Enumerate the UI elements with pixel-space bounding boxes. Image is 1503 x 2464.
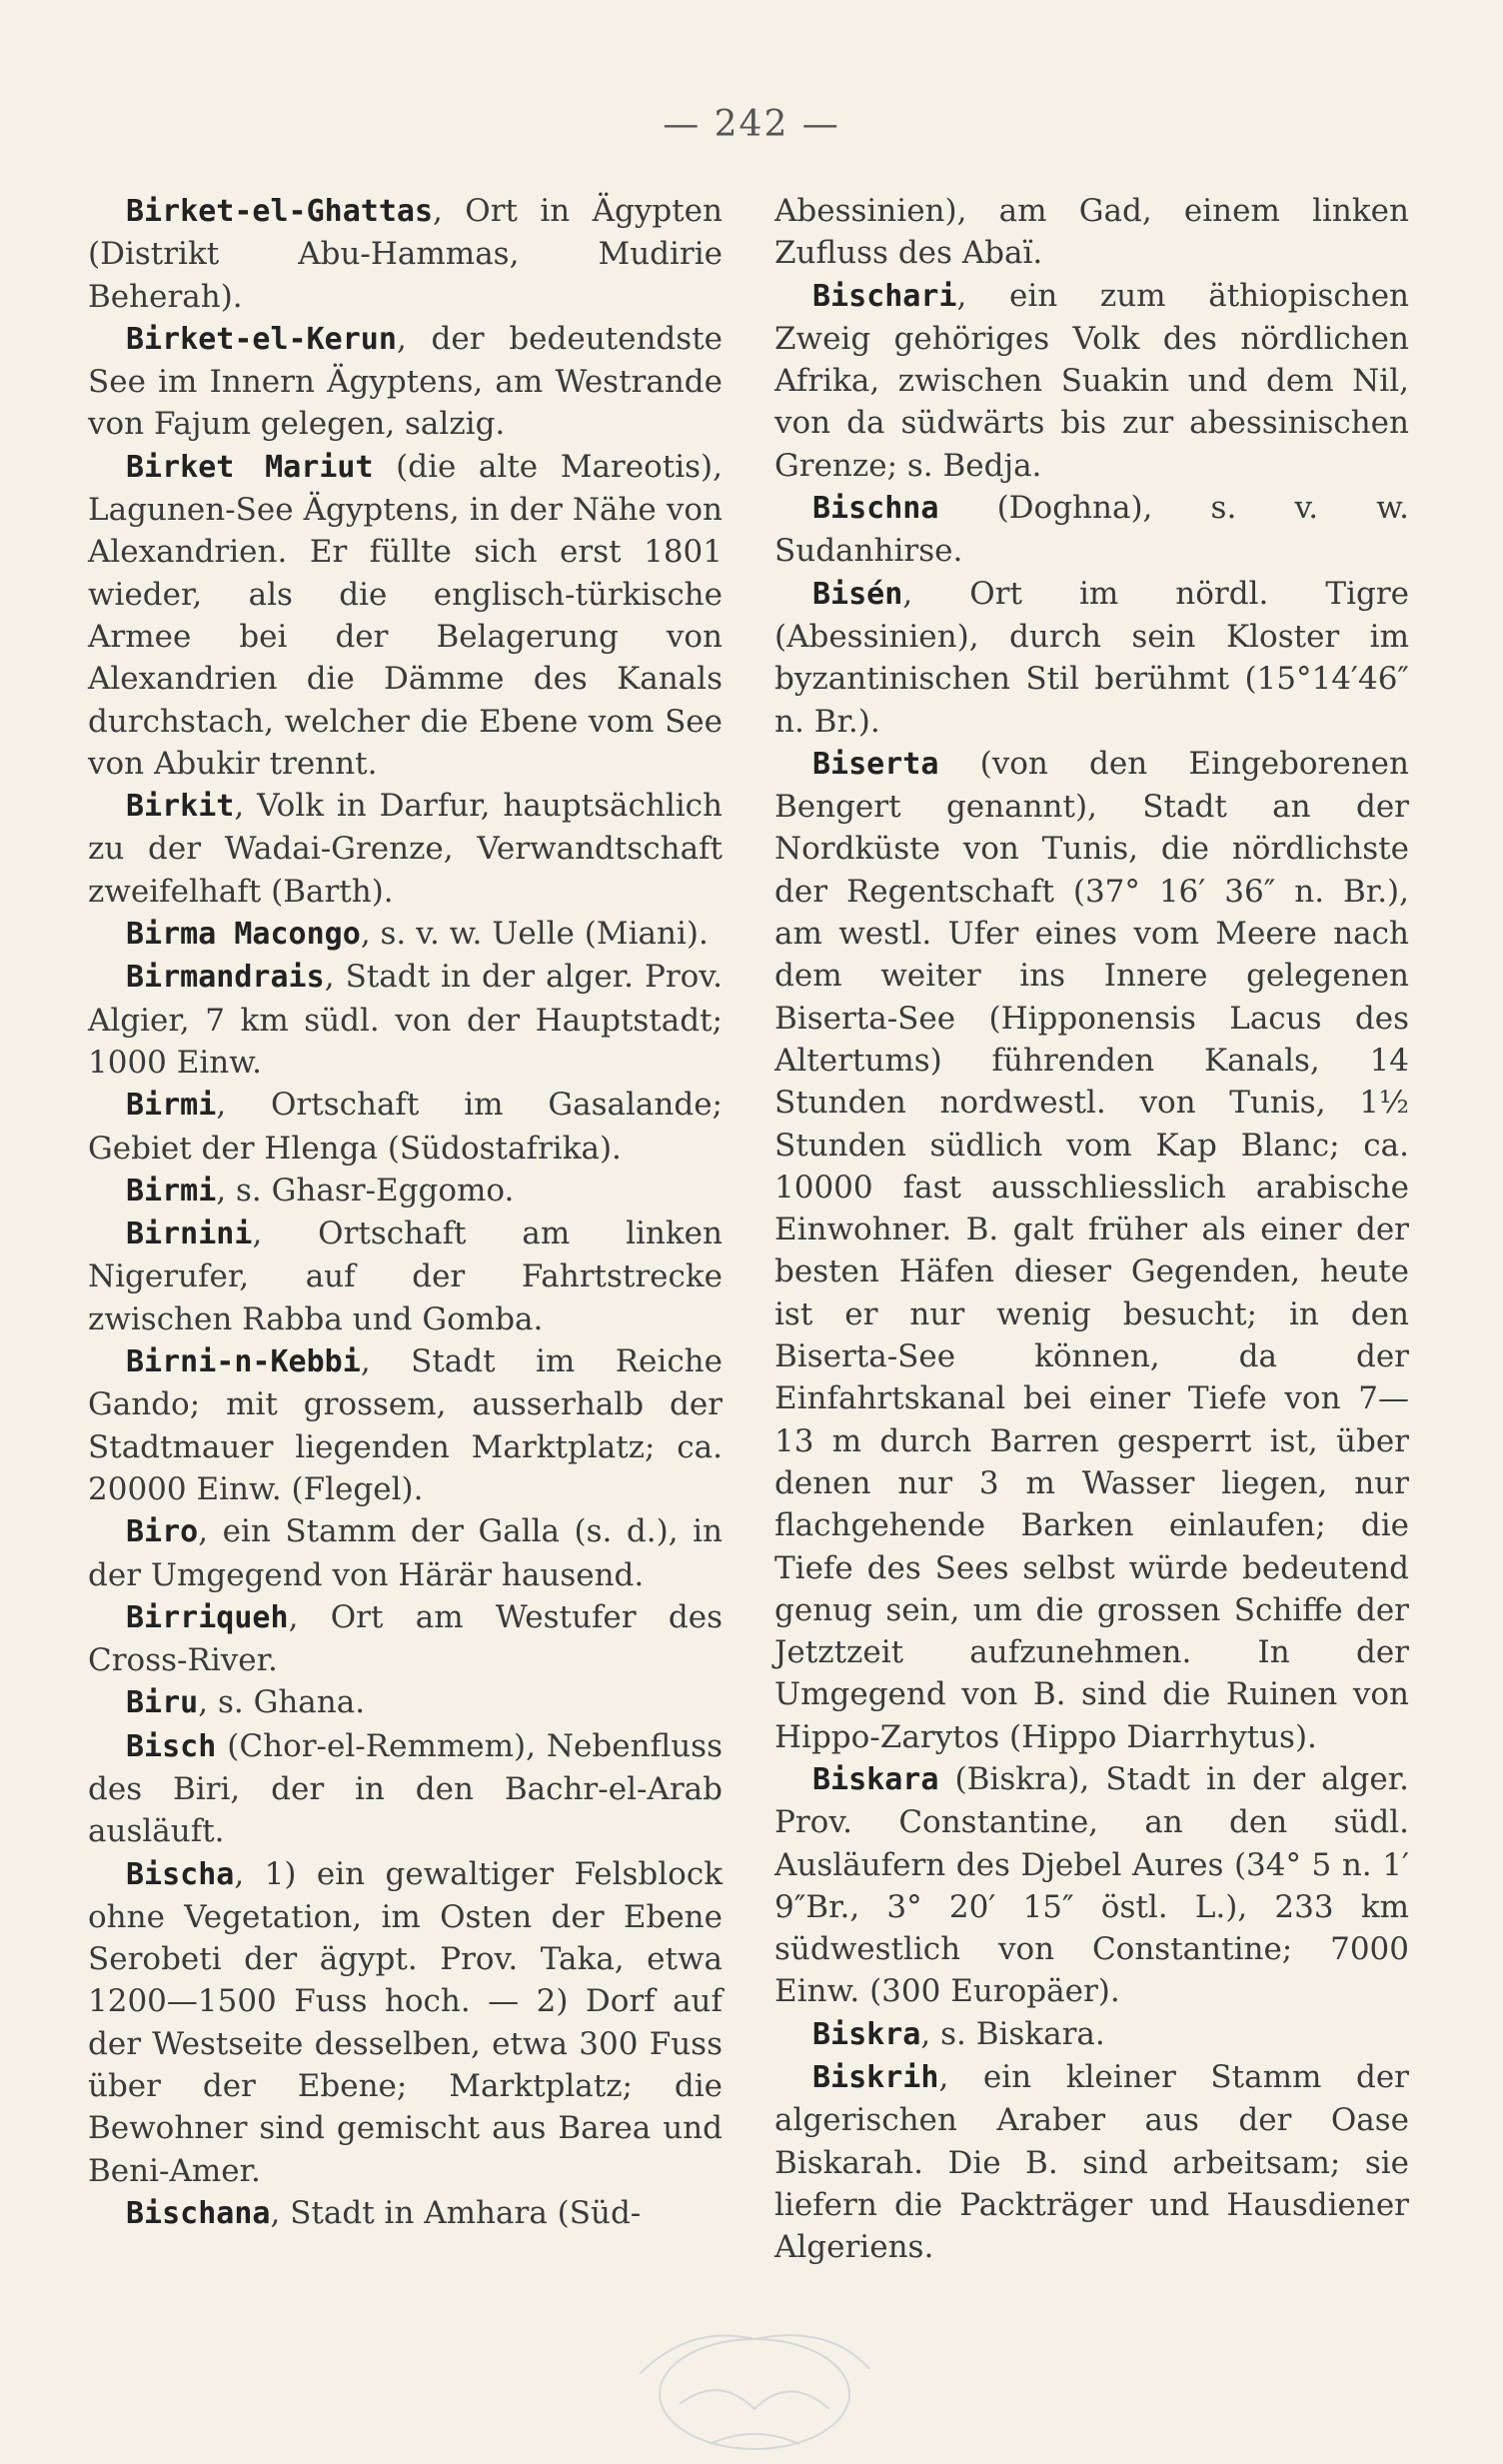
entry-headword: Bischari xyxy=(812,278,957,314)
entry-headword: Bischana xyxy=(126,2195,271,2231)
entry-text: , 1) ein gewaltiger Felsblock ohne Vegetation, im Osten der Ebene Serobeti der ägypt. Prov. Taka, etwa 1200—1500 Fuss hoch. — 2) Dorf auf der Westseite desselben, etwa 300 Fuss über der Ebene; Marktplatz; die Bewohner sind gemischt aus Barea und Beni-Amer. xyxy=(88,1855,723,2189)
entry-headword: Biru xyxy=(126,1685,199,1721)
entry-headword: Bisén xyxy=(812,576,903,612)
page-number: — 242 — xyxy=(663,104,840,145)
entry-text: , Stadt in Amhara (Süd- xyxy=(270,2194,642,2231)
entry-text: , Ort im nördl. Tigre (Abessinien), durch sein Kloster im byzantinischen Stil berühmt (15°14′46″ n. Br.). xyxy=(774,575,1409,740)
dictionary-entry xyxy=(774,275,1409,487)
entry-headword: Birriqueh xyxy=(126,1599,289,1635)
entry-text: , s. Ghana. xyxy=(198,1684,366,1721)
dictionary-entry xyxy=(88,446,723,785)
entry-text: , Ortschaft im Gasalande; Gebiet der Hlenga (Südostafrika). xyxy=(88,1087,723,1167)
entry-headword: Bisch xyxy=(126,1728,217,1764)
dictionary-entry xyxy=(774,573,1409,743)
dictionary-entry xyxy=(88,1340,723,1510)
right-column xyxy=(774,190,1409,2269)
dictionary-entry xyxy=(88,1170,723,1213)
entry-headword: Birmi xyxy=(126,1088,217,1124)
entry-text: , Stadt in der alger. Prov. Algier, 7 km südl. von der Hauptstadt; 1000 Einw. xyxy=(88,959,723,1081)
entry-headword: Biro xyxy=(126,1514,199,1550)
entry-text: (Chor-el-Remmem), Nebenfluss des Biri, der in den Bachr-el-Arab ausläuft. xyxy=(88,1727,723,1850)
entry-text: (von den Eingeborenen Bengert genannt), Stadt an der Nordküste von Tunis, die nördlichste der Regentschaft (37° 16′ 36″ n. Br.), am westl. Ufer eines vom Meere nach dem weiter ins Innere gelegenen Biserta-See (Hipponensis Lacus des Altertums) führenden Kanals, 14 Stunden nordwestl. von Tunis, 1½ Stunden südlich vom Kap Blanc; ca. 10000 fast ausschliesslich arabische Einwohner. B. galt früher als einer der besten Häfen dieser Gegenden, heute ist er nur wenig besucht; in den Biserta-See können, da der Einfahrtskanal bei einer Tiefe von 7—13 m durch Barren gesperrt ist, über denen nur 3 m Wasser liegen, nur flachgehende Barken einlaufen; die Tiefe des Sees selbst würde bedeutend genug sein, um die grossen Schiffe der Jetztzeit aufzunehmen. In der Umgegend von B. sind die Ruinen von Hippo-Zarytos (Hippo Diarrhytus). xyxy=(774,745,1409,1755)
dictionary-entry xyxy=(774,1758,1409,2013)
entry-headword: Birkit xyxy=(126,789,235,825)
dictionary-entry xyxy=(88,1213,723,1340)
entry-headword: Birnini xyxy=(126,1217,253,1252)
entry-text: , s. Ghasr-Eggomo. xyxy=(216,1172,515,1209)
dictionary-entry xyxy=(88,1510,723,1596)
entry-text: , s. Biskara. xyxy=(920,2015,1105,2052)
dictionary-entry xyxy=(88,1681,723,1724)
entry-headword: Biskra xyxy=(812,2016,921,2052)
entry-headword: Bischa xyxy=(126,1856,235,1892)
entry-text: Abessinien), am Gad, einem linken Zufluss des Abaï. xyxy=(774,193,1409,272)
entry-text: , ein zum äthiopischen Zweig gehöriges Volk des nördlichen Afrika, zwischen Suakin und dem Nil, von da südwärts bis zur abessinischen Grenze; s. Bedja. xyxy=(774,277,1409,484)
entry-headword: Birmandrais xyxy=(126,960,325,996)
entry-text: , ein kleiner Stamm der algerischen Araber aus der Oase Biskarah. Die B. sind arbeitsam; sie liefern die Packträger und Hausdiener Algeriens. xyxy=(774,2059,1409,2266)
entry-headword: Birket Mariut xyxy=(126,449,374,485)
entry-text: , ein Stamm der Galla (s. d.), in der Umgegend von Härär hausend. xyxy=(88,1513,723,1593)
entry-text: (Biskra), Stadt in der alger. Prov. Constantine, an den südl. Ausläufern des Djebel Aures (34° 5 n. 1′ 9″Br., 3° 20′ 15″ östl. L.), 233 km südwestlich von Constantine; 7000 Einw. (300 Europäer). xyxy=(774,1760,1409,2010)
dictionary-entry xyxy=(88,1853,723,2192)
dictionary-entry xyxy=(88,1725,723,1853)
dictionary-entry xyxy=(774,2013,1409,2056)
dictionary-entry xyxy=(774,190,1409,275)
library-stamp-icon xyxy=(620,2314,889,2464)
dictionary-entry xyxy=(88,318,723,446)
entry-headword: Birket-el-Ghattas xyxy=(126,194,434,229)
entry-text: (Doghna), s. v. w. Sudanhirse. xyxy=(774,490,1409,570)
entry-headword: Birni-n-Kebbi xyxy=(126,1344,361,1380)
entry-text: , Ort in Ägypten (Distrikt Abu-Hammas, Mudirie Beherah). xyxy=(88,193,723,315)
dictionary-entry xyxy=(88,1596,723,1682)
dictionary-entry xyxy=(774,743,1409,1758)
entry-text: , Ortschaft am linken Nigerufer, auf der Fahrtstrecke zwischen Rabba und Gomba. xyxy=(88,1216,723,1337)
dictionary-entry xyxy=(774,487,1409,573)
entry-headword: Biserta xyxy=(812,746,939,782)
left-column xyxy=(88,190,723,2235)
entry-headword: Birmi xyxy=(126,1173,217,1209)
dictionary-entry xyxy=(88,2192,723,2235)
entry-headword: Bischna xyxy=(812,491,939,527)
dictionary-entry xyxy=(88,190,723,318)
entry-text: (die alte Mareotis), Lagunen-See Ägyptens, in der Nähe von Alexandrien. Er füllte sich erst 1801 wieder, als die englisch-türkische Armee bei der Belagerung von Alexandrien die Dämme des Kanals durchstach, welcher die Ebene vom See von Abukir trennt. xyxy=(88,448,723,782)
entry-text: , s. v. w. Uelle (Miani). xyxy=(360,916,709,953)
entry-headword: Birma Macongo xyxy=(126,917,361,953)
entry-text: , Ort am Westufer des Cross-River. xyxy=(88,1598,723,1679)
dictionary-entry xyxy=(774,2056,1409,2268)
entry-text: , Volk in Darfur, hauptsächlich zu der Wadai-Grenze, Verwandtschaft zweifelhaft (Barth). xyxy=(88,788,723,910)
entry-headword: Biskara xyxy=(812,1761,939,1797)
dictionary-entry xyxy=(88,1084,723,1170)
dictionary-entry xyxy=(88,785,723,913)
entry-headword: Birket-el-Kerun xyxy=(126,321,397,357)
entry-text: , der bedeutendste See im Innern Ägyptens, am Westrande von Fajum gelegen, salzig. xyxy=(88,320,723,443)
entry-headword: Biskrih xyxy=(812,2060,939,2096)
dictionary-entry xyxy=(88,913,723,956)
dictionary-entry xyxy=(88,956,723,1084)
entry-text: , Stadt im Reiche Gando; mit grossem, ausserhalb der Stadtmauer liegenden Marktplatz; ca. 20000 Einw. (Flegel). xyxy=(88,1343,723,1507)
